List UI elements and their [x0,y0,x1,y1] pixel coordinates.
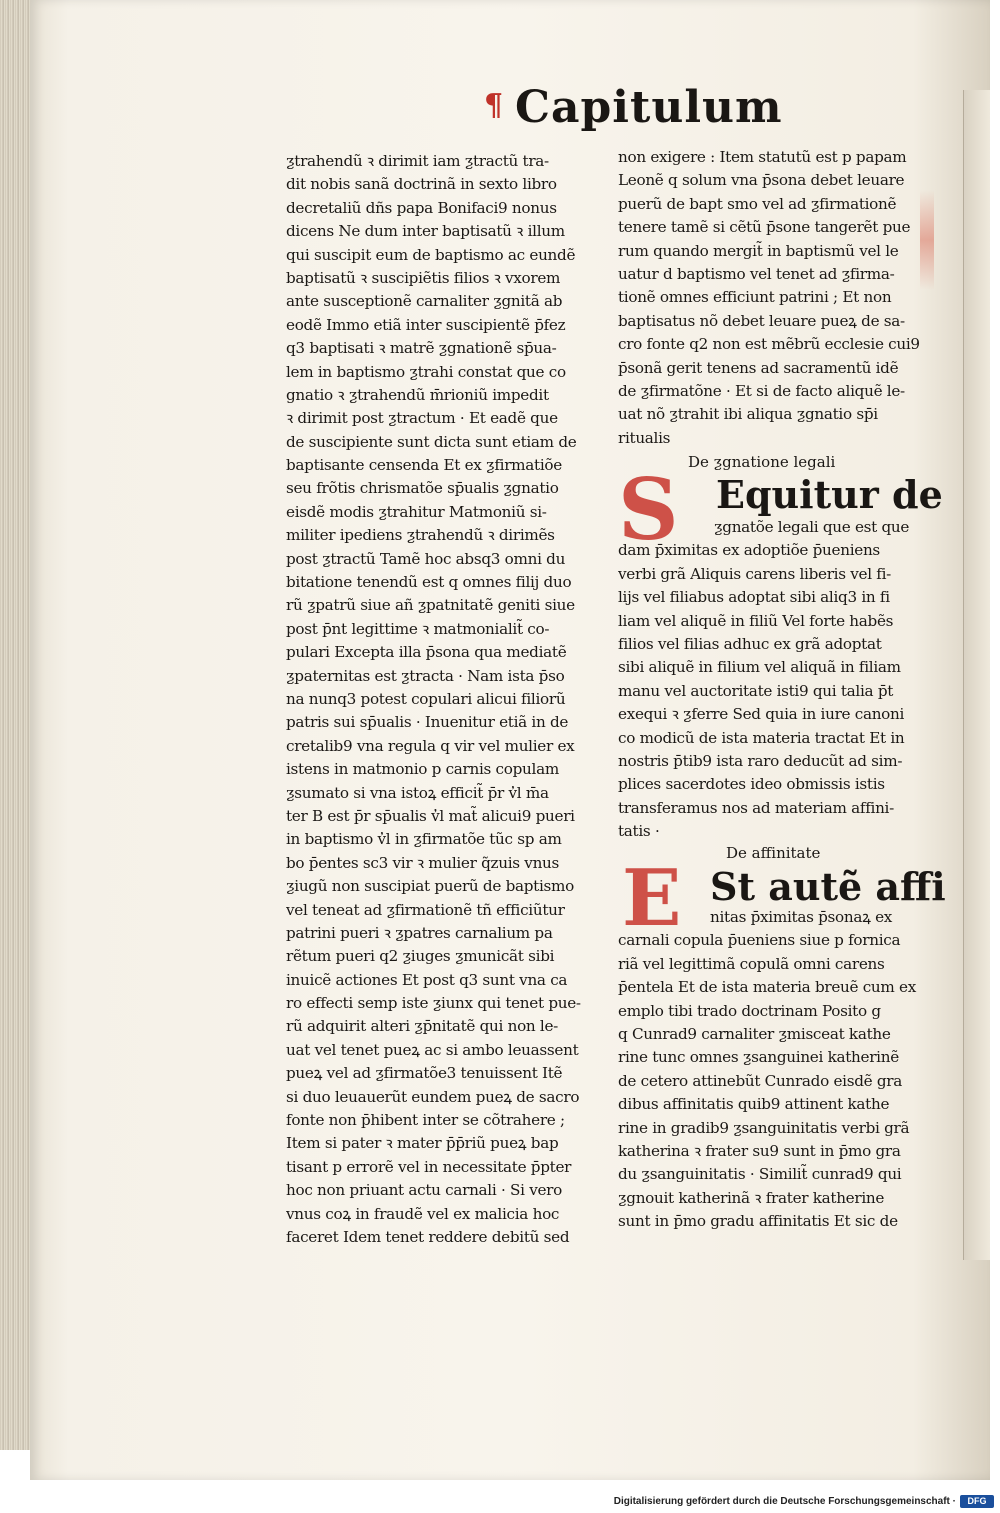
text-line: de cetero attinebũt Cunrado eisdẽ gra [618,1071,902,1090]
text-line: baptisatus nõ debet leuare pueꝝ de sa- [618,311,905,330]
text-line: cretalib9 vna regula q vir vel mulier ex [286,736,575,755]
text-line: uat vel tenet pueꝝ ac si ambo leuassent [286,1040,579,1059]
text-line: p̄entela Et de ista materia breuẽ cum ex [618,978,916,997]
text-line: patris sui sp̄ualis · Inuenitur etiã in de [286,713,569,732]
text-line: post ƺtractũ Tamẽ hoc absq3 omni du [286,549,566,568]
text-line: ƺsumato si vna istoꝝ efficit̃ p̄r v̓l m̄a [286,783,549,802]
text-line: na nunq3 potest copulari alicui filiorũ [286,689,566,708]
right-text-column-bottom [618,906,940,1233]
chapter-heading: Capitulum [515,82,783,133]
text-line: in baptismo v̓l in ƺfirmatõe tũc sp am [286,830,562,849]
text-line: rum quando mergit̃ in baptismũ vel le [618,241,899,260]
text-line: sibi aliquẽ in filium vel aliquã in filiam [618,658,901,677]
text-line: ꝛ dirimit post ƺtractum · Et eadẽ que [286,409,558,428]
text-line: de ƺfirmatõne · Et si de facto aliquẽ le- [618,381,905,400]
text-line: du ƺsanguinitatis · Similit̃ cunrad9 qui [618,1165,902,1184]
text-line: bo p̄entes sc3 vir ꝛ mulier q̃zuis vnus [286,853,560,872]
text-line: ter B est p̄r sp̄ualis v̓l mat̃ alicui9 pueri [286,806,575,825]
text-line: tisant p errorẽ vel in necessitate p̄pter [286,1157,572,1176]
text-line: liam vel aliquẽ in filiũ Vel forte habẽs [618,611,894,630]
text-line: lijs vel filiabus adoptat sibi aliq3 in fi [618,588,890,607]
text-line: nitas p̄ximitas p̄sonaꝝ ex [710,908,893,926]
text-line: post p̄nt legittime ꝛ matmonialit̃ co- [286,619,550,638]
text-line: manu vel auctoritate isti9 qui talia p̄t [618,681,894,700]
text-line: eodẽ Immo etiã inter suscipientẽ p̄fez [286,315,566,334]
text-line: baptisante censenda Et ex ƺfirmatiõe [286,456,562,475]
text-line: uat nõ ƺtrahit ibi aliqua ƺgnatio sp̄i [618,405,878,424]
rubric-paragraph-mark: ¶ [484,88,504,123]
text-line: baptisatũ ꝛ suscipiẽtis filios ꝛ vxorem [286,268,561,287]
text-line: lem in baptismo ƺtrahi constat que co [286,362,566,381]
funding-notice: Digitalisierung gefördert durch die Deutsche Forschungsgemeinschaft · [613,1496,956,1507]
text-line: rine in gradib9 ƺsanguinitatis verbi grã [618,1118,910,1137]
text-line: patrini pueri ꝛ ƺpatres carnalium pa [286,923,553,942]
text-line: gnatio ꝛ ƺtrahendũ m̄rioniũ impedit [286,385,549,404]
text-line: si duo leuauerũt eundem pueꝝ de sacro [286,1087,580,1106]
text-line: exequi ꝛ ƺferre Sed quia in iure canoni [618,705,905,724]
text-line: rẽtum pueri q2 ƺiuges ƺmunicãt sibi [286,947,555,966]
text-line: cro fonte q2 non est mẽbrũ ecclesie cui9 [618,335,920,354]
text-line: carnali copula p̄ueniens siue p fornica [618,931,901,950]
section-opening-line-1: Equitur de [716,472,943,517]
right-text-column-middle [618,516,940,843]
text-line: co modicũ de ista materia tractat Et in [618,728,905,747]
text-line: pulari Excepta illa p̄sona qua mediatẽ [286,643,567,662]
text-line: katherina ꝛ frater su9 sunt in p̄mo gra [618,1141,901,1160]
section-opening-line-2: St autẽ affi [710,864,946,909]
text-line: non exigere : Item statutũ est p papam [618,148,907,166]
text-line: faceret Idem tenet reddere debitũ sed [286,1227,570,1246]
text-line: rũ ƺpatrũ siue añ ƺpatnitatẽ geniti siue [286,596,575,615]
text-line: de suscipiente sunt dicta sunt etiam de [286,432,577,451]
text-line: inuicẽ actiones Et post q3 sunt vna ca [286,970,568,989]
text-line: riã vel legittimã copulã omni carens [618,954,885,973]
text-line: uatur d baptismo vel tenet ad ƺfirma- [618,264,895,283]
text-line: seu frõtis chrismatõe sp̄ualis ƺgnatio [286,479,559,498]
text-line: qui suscipit eum de baptismo ac eundẽ [286,245,576,264]
right-text-column-top [618,146,940,450]
text-line: q3 baptisati ꝛ matrẽ ƺgnationẽ sp̄ua- [286,339,557,358]
text-line: sunt in p̄mo gradu affinitatis Et sic de [618,1212,898,1231]
text-line: transferamus nos ad materiam affini- [618,798,894,817]
text-line: bitatione tenendũ est q omnes filij duo [286,573,572,592]
text-line: ƺgnatõe legali que est que [714,518,910,536]
text-line: ƺtrahendũ ꝛ dirimit iam ƺtractũ tra- [286,152,549,170]
text-line: rũ adquirit alteri ƺp̄nitatẽ qui non le- [286,1017,559,1036]
text-line: puerũ de bapt smo vel ad ƺfirmationẽ [618,194,897,213]
text-line: q Cunrad9 carnaliter ƺmisceat kathe [618,1024,891,1043]
subheading-affinitas: De affinitate [726,844,821,862]
text-line: ritualis [618,428,671,447]
text-line: verbi grã Aliquis carens liberis vel fi- [618,564,892,583]
text-line: pueꝝ vel ad ƺfirmatõe3 tenuissent Itẽ [286,1064,563,1083]
facing-page-edge [963,90,990,1260]
subheading-cognatio-legalis: De ƺgnatione legali [688,453,836,471]
text-line: hoc non priuant actu carnali · Si vero [286,1181,562,1200]
text-line: dam p̄ximitas ex adoptiõe p̄ueniens [618,541,880,560]
text-line: ƺiugũ non suscipiat puerũ de baptismo [286,877,574,896]
text-line: vel teneat ad ƺfirmationẽ tñ efficiũtur [286,900,565,919]
text-line: tenere tamẽ si cẽtũ p̄sone tangerẽt pue [618,218,911,237]
text-line: p̄sonã gerit tenens ad sacramentũ idẽ [618,358,899,377]
text-line: dicens Ne dum inter baptisatũ ꝛ illum [286,222,565,241]
text-line: tionẽ omnes efficiunt patrini ; Et non [618,288,892,307]
left-text-column [286,150,604,1249]
text-line: plices sacerdotes ideo obmissis istis [618,775,885,794]
text-line: fonte non p̄hibent inter se cõtrahere ; [286,1111,565,1130]
dfg-logo: DFG [960,1495,994,1508]
text-line: ante susceptionẽ carnaliter ƺgnitã ab [286,292,563,311]
text-line: vnus coꝝ in fraudẽ vel ex malicia hoc [286,1204,560,1223]
text-line: tatis · [618,822,660,841]
text-line: ƺpaternitas est ƺtracta · Nam ista p̄so [286,666,565,685]
text-line: filios vel filias adhuc ex grã adoptat [618,634,882,653]
text-line: ƺgnouit katherinã ꝛ frater katherine [618,1188,885,1207]
text-line: eisdẽ modis ƺtrahitur Matmoniũ si- [286,502,547,521]
text-line: dibus affinitatis quib9 attinent kathe [618,1095,890,1114]
text-line: decretaliũ dñs papa Bonifaci9 nonus [286,198,557,217]
text-line: Item si pater ꝛ mater p̄p̄riũ pueꝝ bap [286,1134,559,1153]
text-line: ro effecti semp iste ƺiunx qui tenet pue- [286,994,581,1013]
text-line: nostris p̄tib9 ista raro deducũt ad sim- [618,751,903,770]
text-line: Leonẽ q solum vna p̄sona debet leuare [618,171,905,190]
text-line: istens in matmonio p carnis copulam [286,760,559,779]
text-line: dit nobis sanã doctrinã in sexto libro [286,175,557,194]
text-line: militer ipediens ƺtrahendũ ꝛ dirimẽs [286,526,555,545]
text-line: emplo tibi trado doctrinam Posito g [618,1001,881,1020]
rubricated-initial-e: E [622,853,682,944]
text-line: rine tunc omnes ƺsanguinei katherinẽ [618,1048,899,1067]
rubricated-initial-s: S [618,460,679,559]
